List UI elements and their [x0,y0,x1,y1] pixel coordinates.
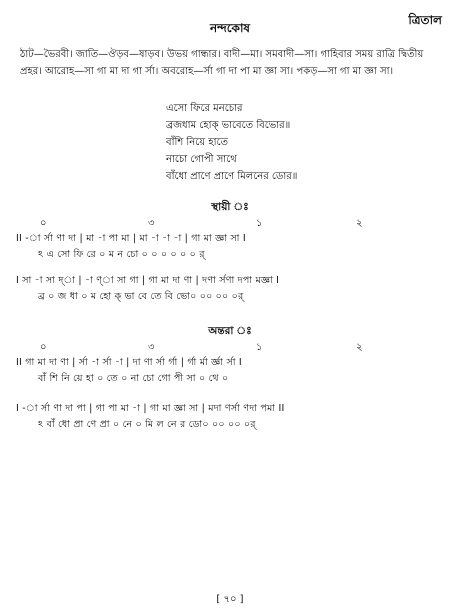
lyric-syllable-row: ঽ বাঁ ধো প্রা ণে প্রা ০ নে ০ মি ল নে র ডো০ ০০ ০০ ০র্‌ [38,419,256,430]
notation-row: II গা মা দা ণা | র্সা -া র্সা -া | দা ণা র্সা র্গা | র্গা র্মা র্জ্ঞা র্সা I [16,357,242,368]
lyric-line: নাচো গোপী সাথে [166,154,237,165]
description-line: ঠাট—ভৈরবী। জাতি—ঔড়ব—ষাড়ব। উভয় গান্ধার। বাদী—মা। সমবাদী—সা। গাহিবার সময় রাত্রি দ্বিতীয় [20,49,424,60]
notation-row: I সা -া সা দ্‌া | -া ণ্‌া সা গা | গা মা দা ণা | দণা র্সণা দপা মজ্ঞা I [16,275,280,286]
beat-marker: ০ [40,342,47,353]
lyric-syllable-row: বাঁ শি নি য়ে হা ০ তে ০ না চো গো পী সা ০ থে ০ [38,373,229,384]
song-lyrics [166,100,297,185]
lyric-line: এসো ফিরে মনচোর [166,103,243,114]
tala-label: ত্রিতাল [408,13,442,27]
lyric-line: বাঁশি নিয়ে হাতে [166,137,229,148]
beat-marker: ২ [356,218,363,229]
notation-row: I -া র্সা ণা দা পা | গা পা মা -া | গা মা জ্ঞা সা | মদা ণর্সা ণদা পমা II [16,403,285,414]
lyric-line: ব্রজধাম হোক্‌ ভাবেতে বিভোর॥ [166,120,291,131]
beat-marker: ১ [256,218,263,229]
beat-marker: ৩ [148,342,155,353]
beat-marker: ২ [356,342,363,353]
page-number: [ ৭০ ] [216,594,244,605]
lyric-syllable-row: ব্র ০ জ ধা ০ ম হো ক্‌ ভা বে তে বি ভো০ ০০ ০০ ০র্‌ [38,291,244,302]
lyric-syllable-row: ঽ এ সো ফি রে ০ ম ন চো ০ ০ ০ ০ ০ ০ র্‌ [38,249,205,260]
raga-description [20,46,444,80]
antara-heading: অন্তরা ঃ [208,325,252,337]
beat-marker: ০ [40,218,47,229]
sthayi-heading: স্থায়ী ঃ [211,201,249,213]
beat-marker: ৩ [148,218,155,229]
notation-row: II -া র্সা ণা দা | মা -া পা মা | মা -া -া -া | গা মা জ্ঞা সা I [16,233,246,244]
lyric-line: বাঁধো প্রাণে প্রাণে মিলনের ডোর॥ [166,171,298,182]
beat-marker: ১ [256,342,263,353]
description-line: প্রহর। আরোহ—সা গা মা দা গা র্সা। অবরোহ—র্সা গা দা পা মা জ্ঞা সা। পকড়—সা গা মা জ্ঞা সা। [20,66,394,77]
raga-title: নন্দকোষ [209,21,251,35]
